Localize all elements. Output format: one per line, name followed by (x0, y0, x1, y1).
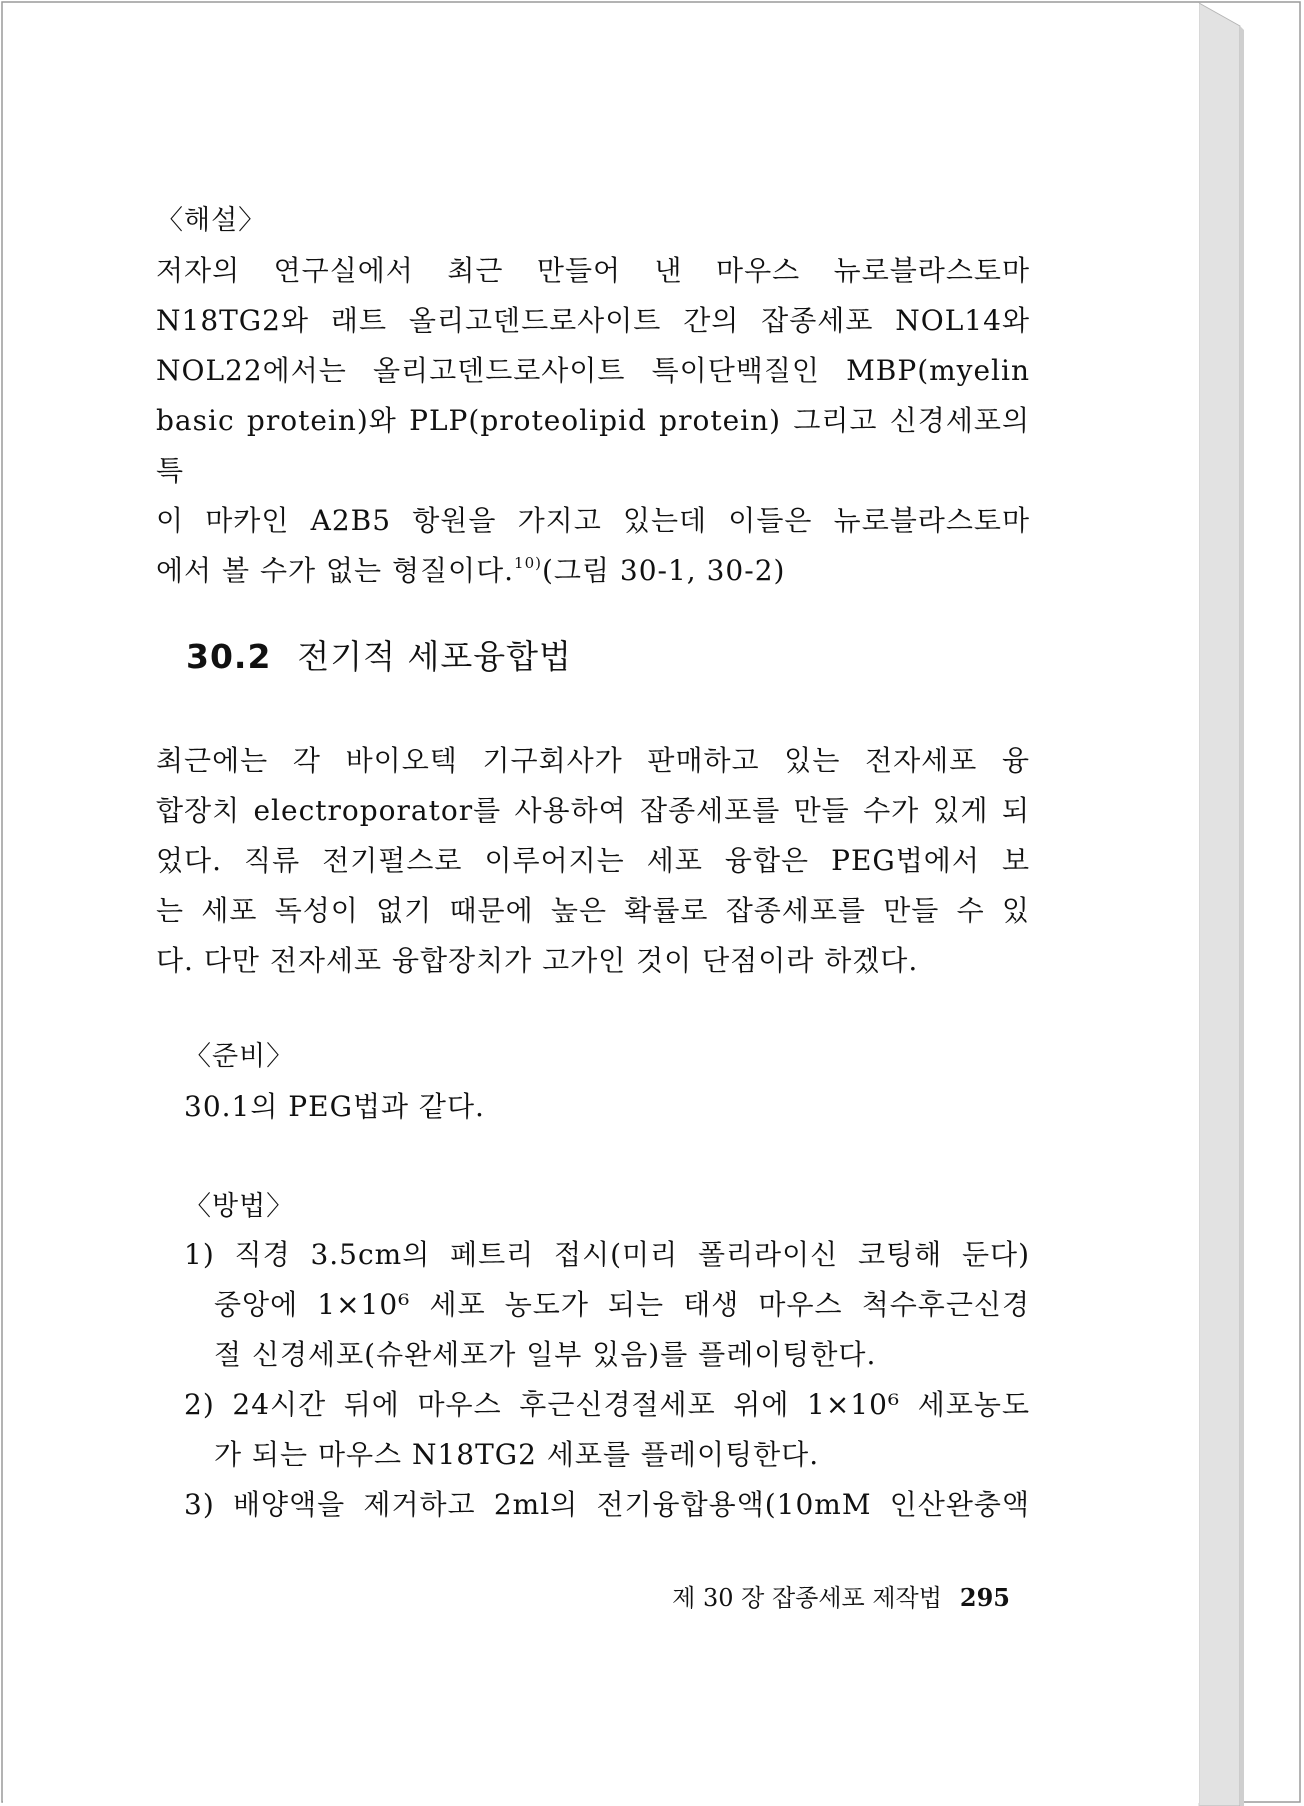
preparation-text: 30.1의 PEG법과 같다. (184, 1090, 485, 1123)
figure-reference: (그림 30-1, 30-2) (541, 554, 786, 587)
intro-line: 는 세포 독성이 없기 때문에 높은 확률로 잡종세포를 만들 수 있 (156, 894, 1030, 927)
step-line: 1) 직경 3.5cm의 페트리 접시(미리 폴리라이신 코팅해 둔다) (184, 1238, 1030, 1271)
intro-line: 합장치 electroporator를 사용하여 잡종세포를 만들 수가 있게 되 (156, 794, 1030, 827)
method-step-3 (184, 1480, 1030, 1530)
running-footer-chapter: 제 30 장 잡종세포 제작법 (672, 1584, 942, 1612)
preparation-label: 〈준비〉 (184, 1041, 295, 1072)
section-number: 30.2 (186, 637, 272, 676)
page-footer (650, 1578, 1010, 1618)
commentary-line: N18TG2와 래트 올리고덴드로사이트 간의 잡종세포 NOL14와 (156, 304, 1030, 337)
step-line: 절 신경세포(슈완세포가 일부 있음)를 플레이팅한다. (214, 1338, 877, 1371)
commentary-line: 저자의 연구실에서 최근 만들어 낸 마우스 뉴로블라스토마 (156, 254, 1030, 287)
method-step-1 (184, 1230, 1030, 1380)
commentary-last-line (156, 546, 1030, 596)
commentary-line: NOL22에서는 올리고덴드로사이트 특이단백질인 MBP(myelin (156, 354, 1030, 387)
reference-number: 10) (514, 554, 542, 572)
method-label: 〈방법〉 (184, 1191, 295, 1222)
step-line: 가 되는 마우스 N18TG2 세포를 플레이팅한다. (214, 1438, 820, 1471)
page-number: 295 (959, 1583, 1010, 1612)
commentary-line: basic protein)와 PLP(proteolipid protein) 그리고 신경세포의 특 (156, 404, 1030, 487)
step-line: 중앙에 1×10⁶ 세포 농도가 되는 태생 마우스 척수후근신경 (214, 1288, 1030, 1321)
step-line: 3) 배양액을 제거하고 2ml의 전기융합용액(10mM 인산완충액 (184, 1488, 1030, 1521)
section-title: 전기적 세포융합법 (297, 637, 572, 676)
intro-line: 최근에는 각 바이오텍 기구회사가 판매하고 있는 전자세포 융 (156, 744, 1030, 777)
intro-paragraph (156, 736, 1030, 986)
commentary-label: 〈해설〉 (156, 205, 267, 236)
method-step-2 (184, 1380, 1030, 1480)
intro-line: 었다. 직류 전기펄스로 이루어지는 세포 융합은 PEG법에서 보 (156, 844, 1030, 877)
commentary-paragraph (156, 246, 1030, 596)
section-heading (186, 632, 572, 682)
intro-last-line: 다. 다만 전자세포 융합장치가 고가인 것이 단점이라 하겠다. (156, 944, 919, 977)
commentary-last-text: 에서 볼 수가 없는 형질이다. (156, 554, 515, 587)
commentary-line: 이 마카인 A2B5 항원을 가지고 있는데 이들은 뉴로블라스토마 (156, 504, 1030, 537)
step-line: 2) 24시간 뒤에 마우스 후근신경절세포 위에 1×10⁶ 세포농도 (184, 1388, 1030, 1421)
